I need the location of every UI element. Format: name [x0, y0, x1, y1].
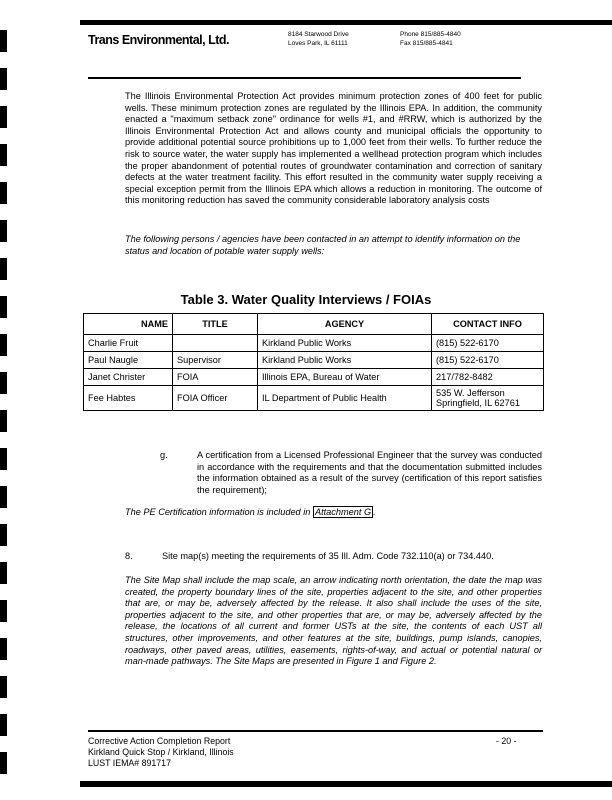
- edge-mark: [0, 334, 7, 356]
- edge-mark: [0, 410, 7, 432]
- edge-mark: [0, 676, 7, 698]
- footer-site: Kirkland Quick Stop / Kirkland, Illinois: [88, 747, 234, 757]
- edge-mark: [0, 638, 7, 660]
- footer-report-title: Corrective Action Completion Report: [88, 736, 231, 746]
- contact-line-2: Springfield, IL 62761: [436, 398, 520, 408]
- footer-lust-number: LUST IEMA# 891717: [88, 758, 171, 768]
- cell-agency: Illinois EPA, Bureau of Water: [258, 369, 432, 386]
- edge-mark: [0, 68, 7, 90]
- edge-mark: [0, 486, 7, 508]
- contact-line-1: (815) 522-6170: [436, 355, 499, 365]
- phone: Phone 815/885-4840: [400, 31, 461, 38]
- footer-info: [88, 736, 234, 769]
- edge-mark: [0, 220, 7, 242]
- edge-mark: [0, 30, 7, 52]
- top-scan-border: [80, 20, 612, 25]
- table-title: Table 3. Water Quality Interviews / FOIAs: [180, 292, 432, 307]
- edge-mark: [0, 562, 7, 584]
- cell-name: Charlie Fruit: [84, 335, 173, 352]
- address-line-1: 8184 Starwood Drive: [288, 31, 349, 38]
- edge-mark: [0, 448, 7, 470]
- cell-contact: [432, 335, 544, 352]
- cell-contact: [432, 352, 544, 369]
- edge-mark: [0, 714, 7, 736]
- item-g-text: A certification from a Licensed Professional Engineer that the survey was conducted in accordance with the requirements and that the documentation submitted includes the information obtained as a result of the survey (certification of this report satisfies the requirement);: [197, 450, 542, 495]
- paragraph-contacts-intro: The following persons / agencies have been contacted in an attempt to identify information on the status and location of potable water supply wells:: [125, 234, 521, 256]
- cell-contact: [432, 369, 544, 386]
- edge-mark: [0, 524, 7, 546]
- edge-mark: [0, 182, 7, 204]
- site-map-paragraph: The Site Map shall include the map scale, an arrow indicating north orientation, the date the map was created, the property boundary lines of the site, properties adjacent to the site, and other properties that are, or may be, adversely affected by the release. It also shall include the uses of the site, properties adjacent to the site, and other properties that are, or may be, adversely affected by the release, the locations of all current and former USTs at the site, the contents of each UST all structures, other improvements, and other features at the site, buildings, pump islands, canopies, roadways, other paved areas, utilities, easements, rights-of-way, and actual or potential natural or man-made pathways. The Site Maps are presented in Figure 1 and Figure 2.: [125, 575, 542, 667]
- col-name: NAME: [84, 314, 173, 335]
- cell-title: FOIA: [173, 369, 258, 386]
- cell-title: Supervisor: [173, 352, 258, 369]
- company-name: Trans Environmental, Ltd.: [88, 33, 229, 47]
- cell-agency: IL Department of Public Health: [258, 386, 432, 411]
- footer-rule: [88, 730, 543, 732]
- item-8-text: Site map(s) meeting the requirements of 35 Ill. Adm. Code 732.110(a) or 734.440.: [162, 551, 494, 561]
- table-row: [84, 369, 544, 386]
- cell-agency: Kirkland Public Works: [258, 352, 432, 369]
- item-g-label: g.: [160, 450, 168, 460]
- header-rule: [88, 77, 521, 79]
- contact-line-1: 217/782-8482: [436, 372, 493, 382]
- item-8-label: 8.: [125, 551, 133, 561]
- edge-mark: [0, 752, 7, 774]
- pe-note-end: .: [373, 507, 376, 517]
- cell-name: Janet Christer: [84, 369, 173, 386]
- contact-line-1: 535 W. Jefferson: [436, 388, 505, 398]
- cell-name: Paul Naugle: [84, 352, 173, 369]
- cell-agency: Kirkland Public Works: [258, 335, 432, 352]
- contact-line-1: (815) 522-6170: [436, 338, 499, 348]
- pe-note-text: The PE Certification information is included in: [125, 507, 311, 517]
- col-contact: CONTACT INFO: [432, 314, 544, 335]
- cell-name: Fee Habtes: [84, 386, 173, 411]
- pe-certification-note: [125, 507, 376, 519]
- cell-title: FOIA Officer: [173, 386, 258, 411]
- company-address: [288, 31, 349, 48]
- bottom-scan-border: [80, 781, 612, 787]
- paragraph-protection-act: The Illinois Environmental Protection Act provides minimum protection zones of 400 feet for public wells. These minimum protection zones are regulated by the Illinois EPA. In addition, the community enacted a "maximum setback zone" ordinance for wells #1, and #RRW, which is authorized by the Illinois Environmental Protection Act and allows county and municipal officials the opportunity to provide additional potential source prohibitions up to 1,000 feet from their wells. To further reduce the risk to source water, the water supply has implemented a wellhead protection program which includes the proper abandonment of potential routes of groundwater contamination and correction of sanitary defects at the water treatment facility. This effort resulted in the community water supply receiving a special exception permit from the Illinois EPA which allows a reduction in monitoring. The outcome of this monitoring reduction has saved the community considerable laboratory analysis costs: [125, 91, 542, 206]
- table-row: [84, 335, 544, 352]
- edge-mark: [0, 258, 7, 280]
- table-row: [84, 386, 544, 411]
- edge-mark: [0, 144, 7, 166]
- edge-mark: [0, 106, 7, 128]
- interviews-table: [83, 313, 544, 411]
- edge-mark: [0, 372, 7, 394]
- cell-contact: [432, 386, 544, 411]
- address-line-2: Loves Park, IL 61111: [288, 39, 348, 47]
- cell-title: [173, 335, 258, 352]
- company-contact: [400, 31, 461, 48]
- edge-mark: [0, 600, 7, 622]
- fax: Fax 815/885-4841: [400, 39, 453, 47]
- col-agency: AGENCY: [258, 314, 432, 335]
- table-row: [84, 352, 544, 369]
- attachment-g-link[interactable]: Attachment G: [314, 507, 372, 517]
- page-number: - 20 -: [496, 736, 517, 746]
- col-title: TITLE: [173, 314, 258, 335]
